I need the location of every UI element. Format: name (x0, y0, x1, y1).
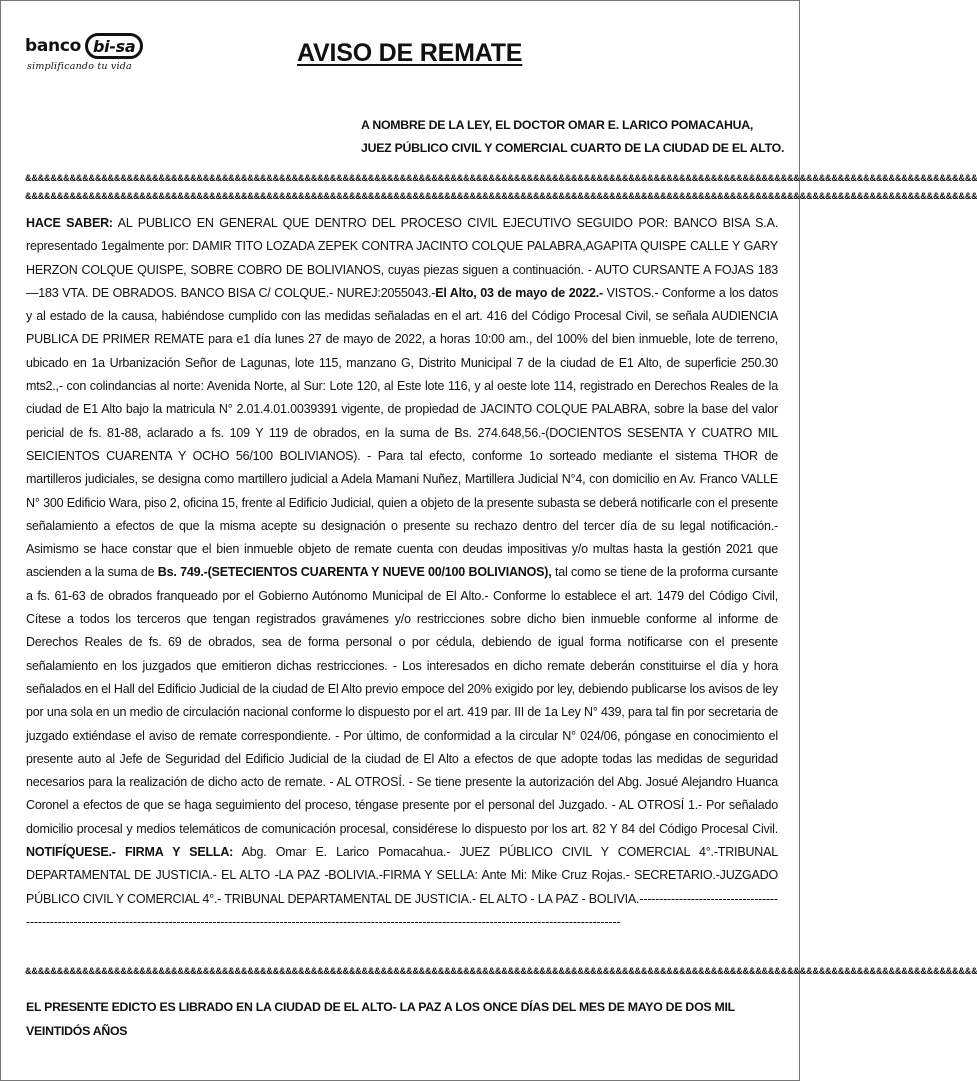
page-title: AVISO DE REMATE (297, 39, 523, 67)
separator-line: &&&&&&&&&&&&&&&&&&&&&&&&&&&&&&&&&&&&&&&&&&&&&&&&&&&&&&&&&&&&&&&&&&&&&&&&&&&&&&&&&&&&&&&&&&&&&&&&&&&&&&&&&&&&&&&&&&&&&&&&&&&&&&&&&&&&&&&&&&&&&&&&&&&&&& (25, 191, 977, 201)
notice-body (26, 212, 778, 934)
closing-statement: EL PRESENTE EDICTO ES LIBRADO EN LA CIUDAD DE EL ALTO- LA PAZ A LOS ONCE DÍAS DEL MES DE MAYO DE DOS MIL VEINTIDÓS AÑOS (26, 1000, 735, 1038)
body-bold-text: NOTIFÍQUESE.- FIRMA Y SELLA: (26, 845, 234, 860)
logo-brand-mark: bi-sa (85, 33, 143, 59)
body-text: Abg. Omar E. Larico Pomacahua.- JUEZ PÚBLICO CIVIL Y COMERCIAL 4°.-TRIBUNAL DEPARTAMENTAL DE JUSTICIA.- EL ALTO -LA PAZ -BOLIVIA.-FIRMA Y SELLA: Ante Mi: Mike Cruz Rojas.- SECRETARIO.-JUZGADO PÚBLICO CIVIL Y COMERCIAL 4°.- TRIBUNAL DEPARTAMENTAL DE JUSTICIA.- EL ALTO - LA PAZ - BOLIVIA.----------------------------------------------------------------------------------------------------------------------------------------------------------------------------------------- (26, 845, 778, 929)
body-bold-text: HACE SABER: (26, 216, 113, 230)
separator-line: &&&&&&&&&&&&&&&&&&&&&&&&&&&&&&&&&&&&&&&&&&&&&&&&&&&&&&&&&&&&&&&&&&&&&&&&&&&&&&&&&&&&&&&&&&&&&&&&&&&&&&&&&&&&&&&&&&&&&&&&&&&&&&&&&&&&&&&&&&&&&&&&&&&&&& (25, 966, 977, 976)
body-bold-text: El Alto, 03 de mayo de 2022.- (435, 285, 603, 300)
body-text: tal como se tiene de la proforma cursante a fs. 61-63 de obrados franqueado por el Gobierno Autónomo Municipal de El Alto.- Conforme lo establece el art. 1479 del Código Civil, Cítese a todos los terceros que tengan registrados gravámenes y/o restricciones sobre dicho bien inmueble conforme al informe de Derechos Reales de fs. 69 de obrados, sea de forma personal o por cédula, debiendo de igual forma notificarse con el presente señalamiento en los juzgados que emitieron dichas restricciones. - Los interesados en dicho remate deberán constituirse el día y hora señalados en el Hall del Edificio Judicial de la ciudad de El Alto previo empoce del 20% exigido por ley, debiendo publicarse los avisos de ley por una sola en un medio de circulación nacional conforme lo dispuesto por el art. 419 par. III de 1a Ley N° 439, para tal fin por secretaria de juzgado extiéndase el aviso de remate correspondiente. - Por último, de conformidad a la circular N° 024/06, póngase en conocimiento el presente auto al Jefe de Seguridad del Edificio Judicial de la ciudad de El Alto a efectos de que adopte todas las medidas de seguridad necesarios para la realización de dicho acto de remate. - AL OTROSÍ. - Se tiene presente la autorización del Abg. Josué Alejandro Huanca Coronel a efectos de que se haga seguimiento del proceso, téngase presente por el personal del Juzgado. - AL OTROSÍ 1.- Por señalado domicilio procesal y medios telemáticos de comunicación procesal, considérese lo dispuesto por los art. 82 Y 84 del Código Procesal Civil. (26, 565, 778, 836)
body-bold-text: Bs. 749.-(SETECIENTOS CUARENTA Y NUEVE 00/100 BOLIVIANOS), (157, 565, 552, 580)
separator-line: &&&&&&&&&&&&&&&&&&&&&&&&&&&&&&&&&&&&&&&&&&&&&&&&&&&&&&&&&&&&&&&&&&&&&&&&&&&&&&&&&&&&&&&&&&&&&&&&&&&&&&&&&&&&&&&&&&&&&&&&&&&&&&&&&&&&&&&&&&&&&&&&&&&&&& (25, 173, 977, 183)
body-text: AL PUBLICO EN GENERAL QUE DENTRO DEL PROCESO CIVIL EJECUTIVO SEGUIDO POR: BANCO BISA S.A. representado 1egalmente por: DAMIR TITO LOZADA ZEPEK CONTRA JACINTO COLQUE PALABRA,AGAPITA QUISPE CALLE Y GARY HERZON COLQUE QUISPE, SOBRE COBRO DE BOLIVIANOS, cuyas piezas siguen a continuación. - AUTO CURSANTE A FOJAS 183 ―183 VTA. DE OBRADOS. BANCO BISA C/ COLQUE.- NUREJ:2055043.- (26, 216, 778, 300)
logo-tagline: simplificando tu vida (27, 61, 132, 72)
logo-brand (25, 33, 145, 59)
judge-heading: A NOMBRE DE LA LEY, EL DOCTOR OMAR E. LARICO POMACAHUA, JUEZ PÚBLICO CIVIL Y COMERCIAL CUARTO DE LA CIUDAD DE EL ALTO. (361, 118, 785, 155)
logo-brand-word: banco (25, 36, 81, 56)
bank-logo (25, 33, 145, 81)
body-text: VISTOS.- Conforme a los datos y al estado de la causa, habiéndose cumplido con las medidas señaladas en el art. 416 del Código Procesal Civil, se señala AUDIENCIA PUBLICA DE PRIMER REMATE para e1 día lunes 27 de mayo de 2022, a horas 10:00 am., del 100% del bien inmueble, lote de terreno, ubicado en 1a Urbanización Señor de Lagunas, lote 115, manzano G, Distrito Municipal 7 de la ciudad de E1 Alto, de superficie 250.30 mts2.,- con colindancias al norte: Avenida Norte, al Sur: Lote 120, al Este lote 116, y al oeste lote 114, registrado en Derechos Reales de la ciudad de E1 Alto bajo la matricula N° 2.01.4.01.0039391 vigente, de propiedad de JACINTO COLQUE PALABRA, sobre la base del valor pericial de fs. 81-88, aclarado a fs. 109 Y 119 de obrados, en la suma de Bs. 274.648,56.-(DOCIENTOS SESENTA Y CUATRO MIL SEICIENTOS CUARENTA Y OCHO 56/100 BOLIVIANOS). - Para tal efecto, conforme 1o sorteado mediante el sistema THOR de martilleros judiciales, se designa como martillero judicial a Adela Mamani Nuñez, Martillera Judicial N°4, con domicilio en Av. Franco VALLE N° 300 Edificio Wara, piso 2, oficina 15, frente al Edificio Judicial, quien a objeto de la presente subasta se deberá notificarle con el presente señalamiento a efectos de que la misma acepte su designación o presente su rechazo dentro del tercer día de su legal notificación.- Asimismo se hace constar que el bien inmueble objeto de remate cuenta con deudas impositivas y/o multas hasta la gestión 2021 que ascienden a la suma de (26, 285, 778, 580)
